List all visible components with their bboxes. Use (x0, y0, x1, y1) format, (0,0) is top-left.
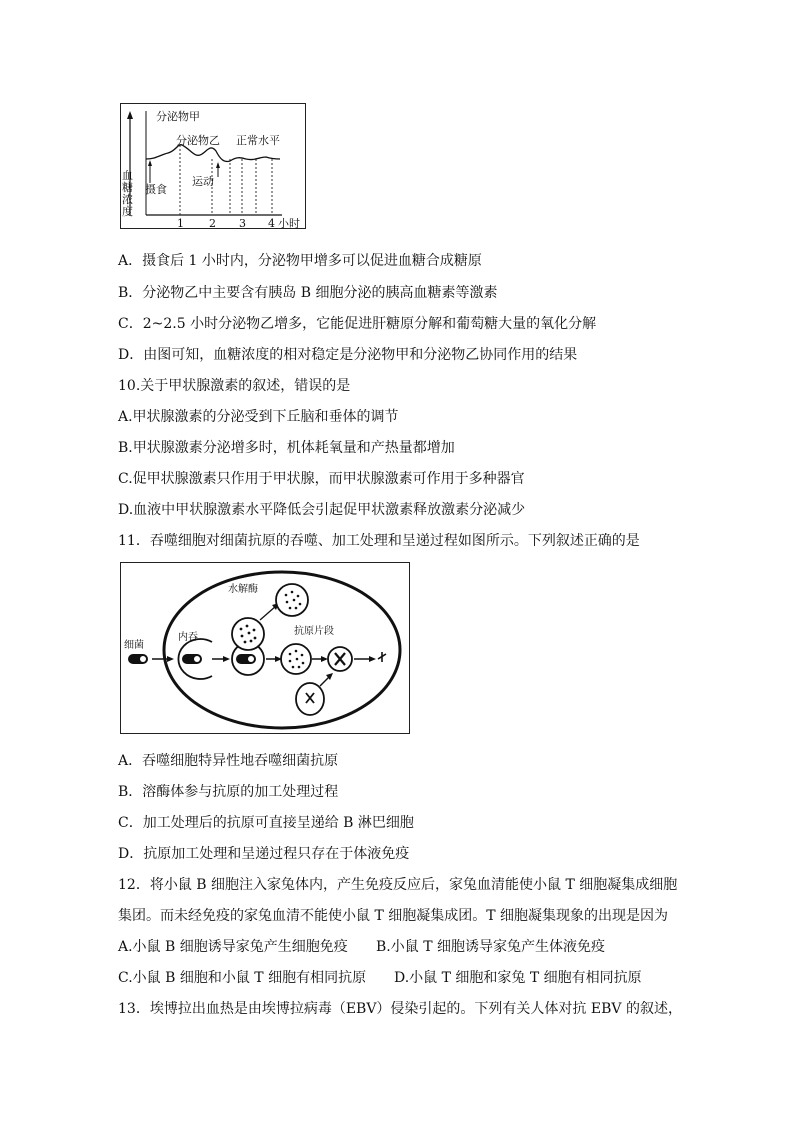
label-engulf: 内吞 (178, 632, 198, 643)
label-eat: 摄食 (145, 183, 167, 196)
enzyme-lysosome (276, 584, 308, 616)
q12-option-b: B.小鼠 T 细胞诱导家兔产生体液免疫 (376, 939, 605, 955)
label-secretion-jia: 分泌物甲 (156, 110, 200, 123)
tick-label-4: 4 (268, 217, 275, 229)
q9-option-c: C．2~2.5 小时分泌物乙增多，它能促进肝糖原分解和葡萄糖大量的氧化分解 (118, 316, 597, 332)
ylabel-4: 度 (122, 205, 133, 218)
x-unit: 小时 (278, 217, 300, 229)
q12-stem-line2: 集团。而未经免疫的家兔血清不能使小鼠 T 细胞凝集成团。T 细胞凝集现象的出现是因为 (118, 908, 669, 924)
tick-label-2: 2 (209, 217, 216, 229)
q9-option-a: A．摄食后 1 小时内，分泌物甲增多可以促进血糖合成糖原 (118, 253, 482, 269)
q10-option-d: D.血液中甲状腺激素水平降低会引起促甲状激素释放激素分泌减少 (118, 502, 526, 518)
tick-label-3: 3 (239, 217, 246, 229)
q13-stem: 13．埃博拉出血热是由埃博拉病毒（EBV）侵染引起的。下列有关人体对抗 EBV 的叙述， (118, 1001, 682, 1017)
q11-option-d: D．抗原加工处理和呈递过程只存在于体液免疫 (118, 846, 410, 862)
label-sport: 运动 (192, 175, 214, 188)
label-fragment: 抗原片段 (294, 626, 334, 637)
q12-options-row2 (118, 967, 678, 987)
q10-stem: 10.关于甲状腺激素的叙述，错误的是 (118, 378, 351, 394)
q11-option-c: C．加工处理后的抗原可直接呈递给 B 淋巴细胞 (118, 815, 414, 831)
engulfed-bacterium-spot (194, 656, 200, 662)
q9-option-b: B．分泌物乙中主要含有胰岛 B 细胞分泌的胰高血糖素等激素 (118, 285, 498, 301)
tick-label-1: 1 (177, 217, 184, 229)
q12-option-a: A.小鼠 B 细胞诱导家兔产生细胞免疫 (118, 939, 348, 955)
label-normal-level: 正常水平 (236, 134, 280, 147)
q11-option-a: A．吞噬细胞特异性地吞噬细菌抗原 (118, 753, 339, 769)
q10-option-b: B.甲状腺激素分泌增多时，机体耗氧量和产热量都增加 (118, 440, 455, 456)
phagocyte-figure (120, 562, 410, 734)
ylabel-2: 糖 (122, 181, 133, 194)
q12-option-d: D.小鼠 T 细胞和家兔 T 细胞有相同抗原 (394, 970, 642, 986)
ylabel-3: 浓 (122, 193, 133, 206)
q12-options-row1 (118, 936, 678, 956)
q9-option-d: D．由图可知，血糖浓度的相对稳定是分泌物甲和分泌物乙协同作用的结果 (118, 347, 578, 363)
q12-option-c: C.小鼠 B 细胞和小鼠 T 细胞有相同抗原 (118, 970, 367, 986)
q10-option-c: C.促甲状腺激素只作用于甲状腺，而甲状腺激素可作用于多种器官 (118, 471, 525, 487)
blood-glucose-figure (120, 103, 306, 229)
q12-stem-line1: 12．将小鼠 B 细胞注入家兔体内，产生免疫反应后，家兔血清能使小鼠 T 细胞凝集成细胞 (118, 877, 678, 893)
label-secretion-yi: 分泌物乙 (176, 134, 220, 147)
lysosome (232, 618, 264, 650)
bacterium-spot (140, 656, 146, 662)
label-bacteria: 细菌 (124, 640, 144, 651)
q10-option-a: A.甲状腺激素的分泌受到下丘脑和垂体的调节 (118, 409, 399, 425)
ylabel-1: 血 (122, 169, 133, 182)
q11-stem: 11．吞噬细胞对细菌抗原的吞噬、加工处理和呈递过程如图所示。下列叙述正确的是 (118, 533, 640, 549)
label-enzyme: 水解酶 (228, 584, 258, 595)
q11-option-b: B．溶酶体参与抗原的加工处理过程 (118, 784, 339, 800)
phagosome-spot (248, 656, 254, 662)
